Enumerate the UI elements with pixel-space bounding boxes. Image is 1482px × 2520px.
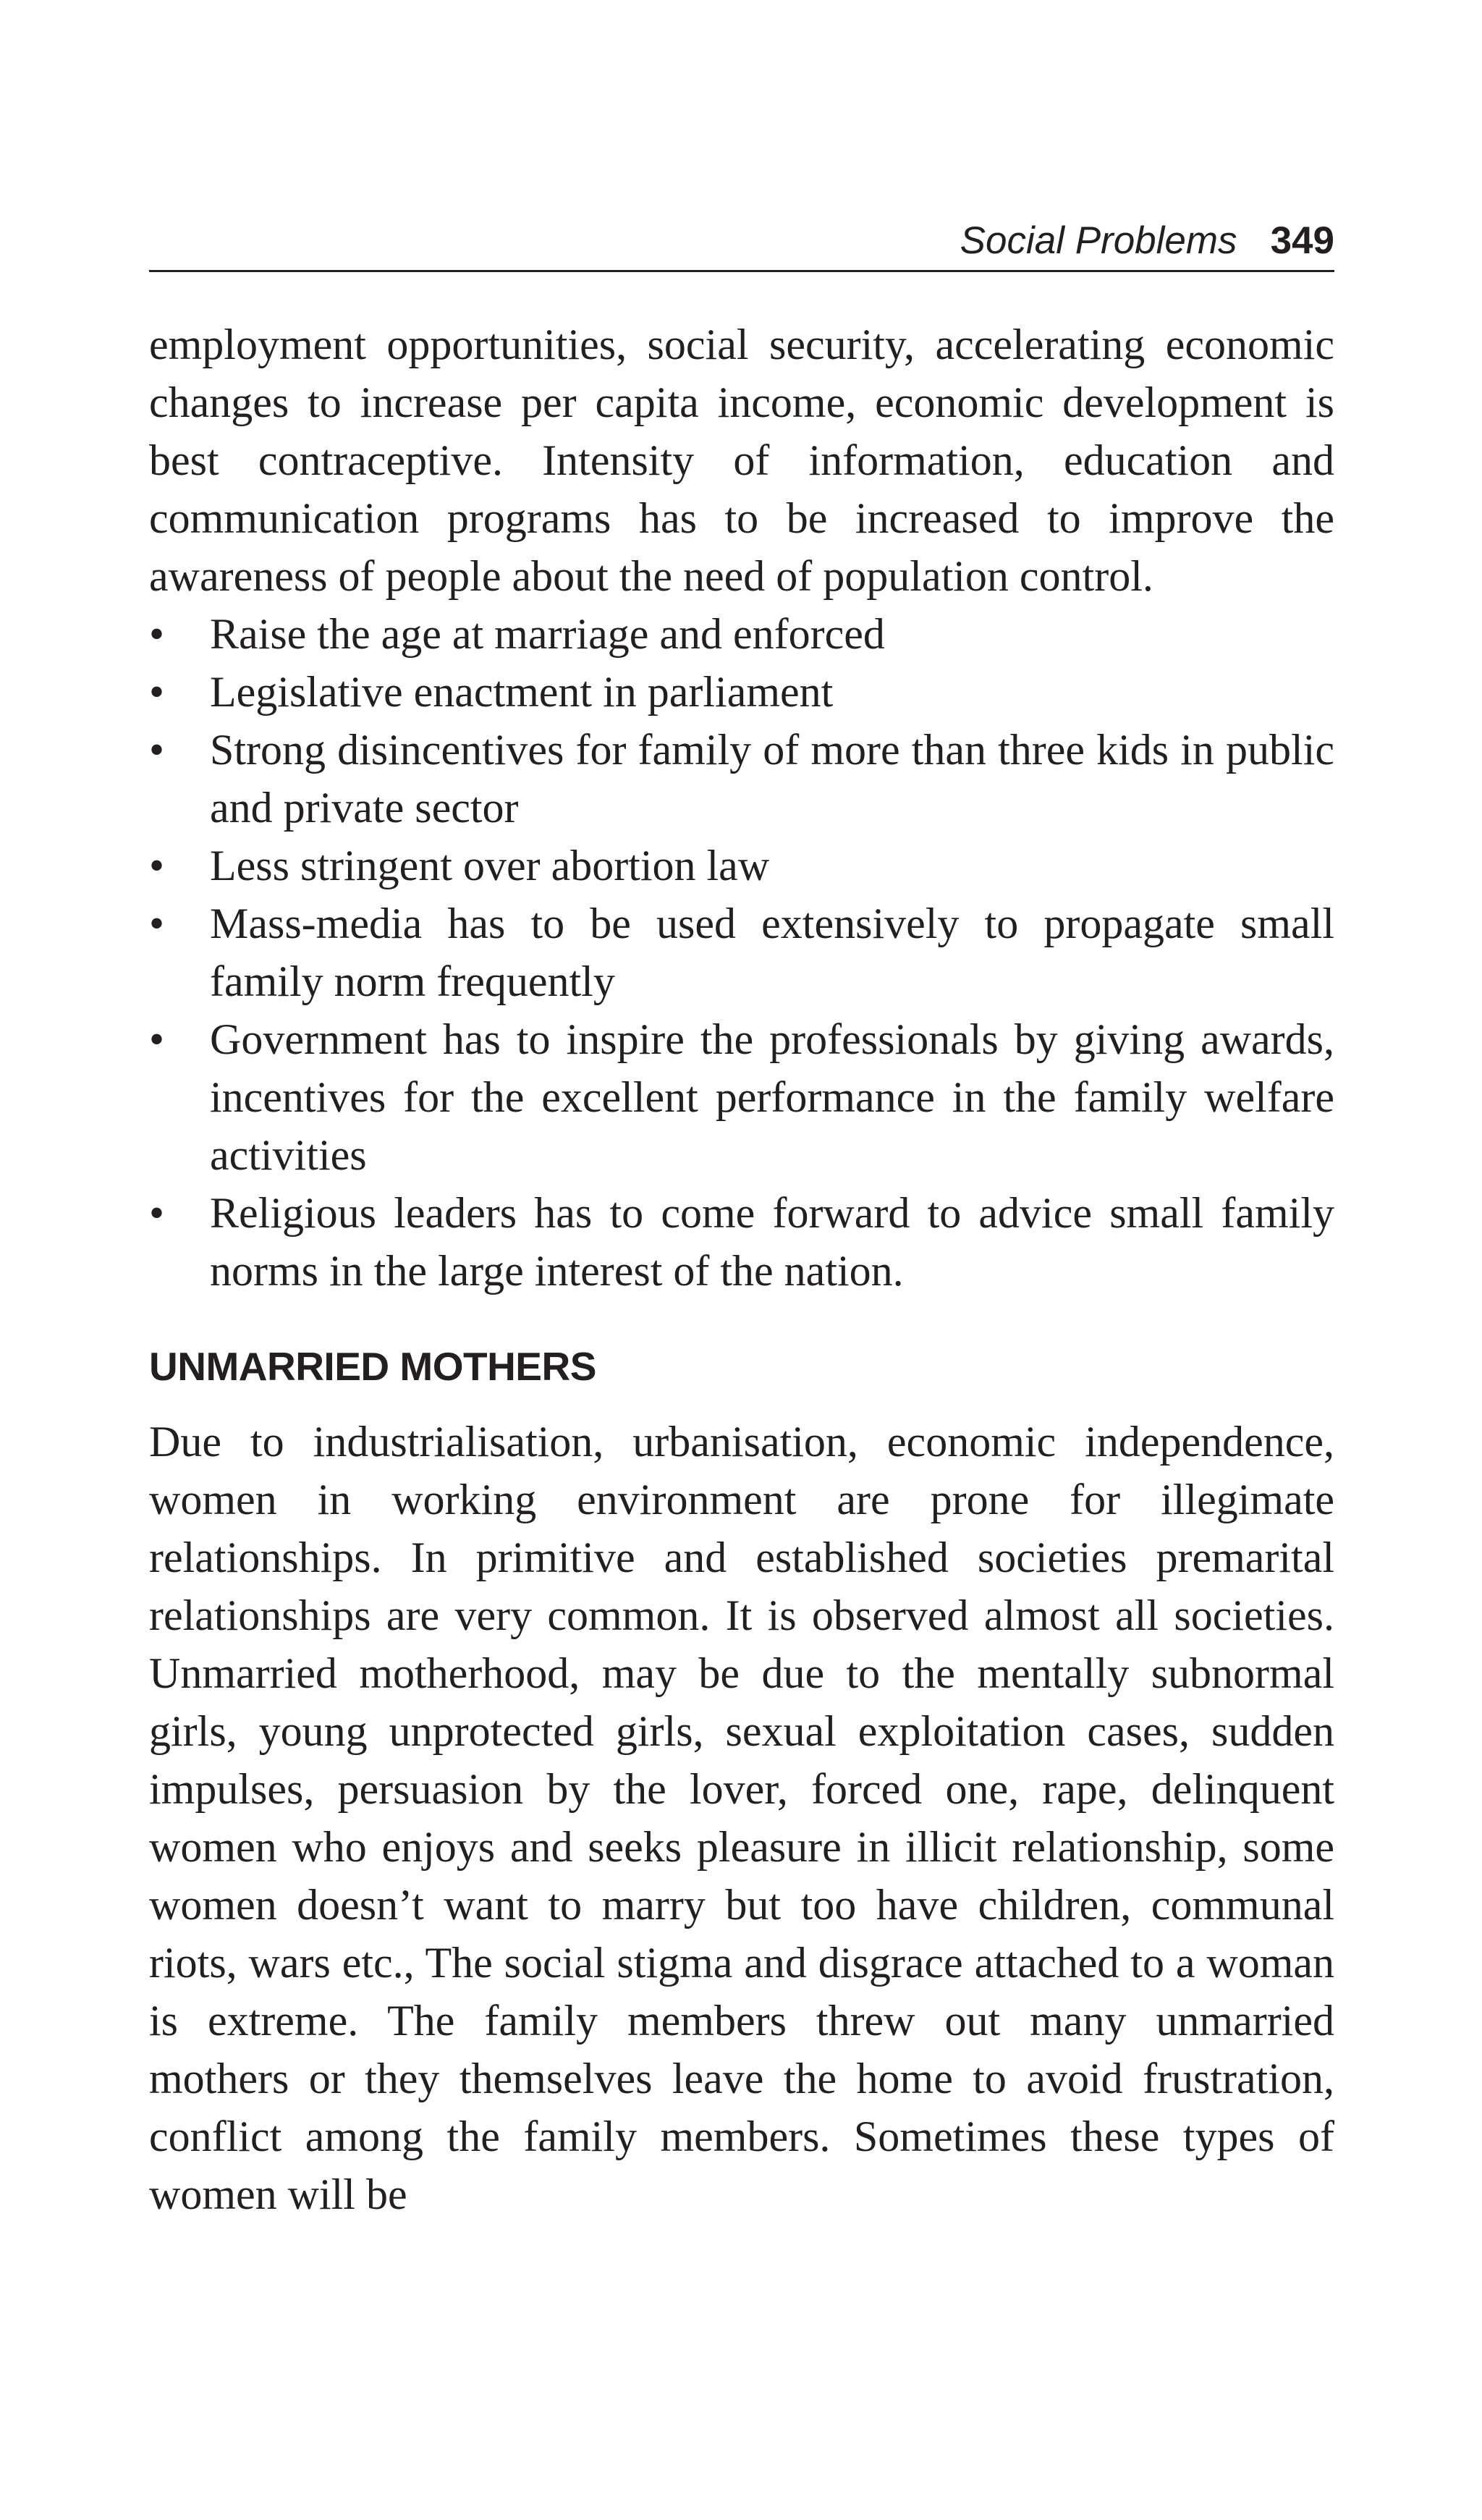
bullet-list [149,605,1334,1300]
bullet-marker: • [149,668,165,716]
bullet-item [149,605,1334,663]
section-paragraph: Due to industrialisation, urbanisation, economic independence, women in working environment are prone for illegimate relationships. In primitive and established societies premarital relationships are very common. It is observed almost all societies. Unmarried motherhood, may be due to the mentally subnormal girls, young unprotected girls, sexual exploitation cases, sudden impulses, persuasion by the lover, forced one, rape, delinquent women who enjoys and seeks pleasure in illicit relationship, some women doesn’t want to marry but too have children, communal riots, wars etc., The social stigma and disgrace attached to a woman is extreme. The family members threw out many unmarried mothers or they themselves leave the home to avoid frustration, conflict among the family members. Sometimes these types of women will be [149,1418,1334,2218]
bullet-item [149,1184,1334,1300]
running-header-title: Social Problems [960,219,1237,262]
page-number: 349 [1270,219,1334,262]
bullet-text: Government has to inspire the professionals by giving awards, incentives for the excellent performance in the family welfare activities [210,1015,1334,1179]
bullet-text: Strong disincentives for family of more than three kids in public and private sector [210,726,1334,832]
bullet-item [149,663,1334,721]
bullet-marker: • [149,1015,165,1063]
body-text [149,316,1334,2223]
intro-paragraph: employment opportunities, social security, accelerating economic changes to increase per capita income, economic development is best contraceptive. Intensity of information, education and communication programs has to be increased to improve the awareness of people about the need of population control. [149,321,1334,600]
bullet-text: Religious leaders has to come forward to advice small family norms in the large interest of the nation. [210,1189,1334,1295]
bullet-item [149,837,1334,895]
bullet-marker: • [149,900,165,947]
bullet-marker: • [149,610,165,658]
running-header [149,214,1334,272]
bullet-text: Mass-media has to be used extensively to propagate small family norm frequently [210,900,1334,1005]
bullet-text: Legislative enactment in parliament [210,668,834,716]
bullet-item [149,1010,1334,1184]
bullet-item [149,895,1334,1010]
bullet-text: Raise the age at marriage and enforced [210,610,885,658]
bullet-item [149,721,1334,837]
bullet-text: Less stringent over abortion law [210,842,770,889]
section-heading: UNMARRIED MOTHERS [149,1344,596,1389]
bullet-marker: • [149,1189,165,1237]
bullet-marker: • [149,842,165,889]
bullet-marker: • [149,726,165,774]
